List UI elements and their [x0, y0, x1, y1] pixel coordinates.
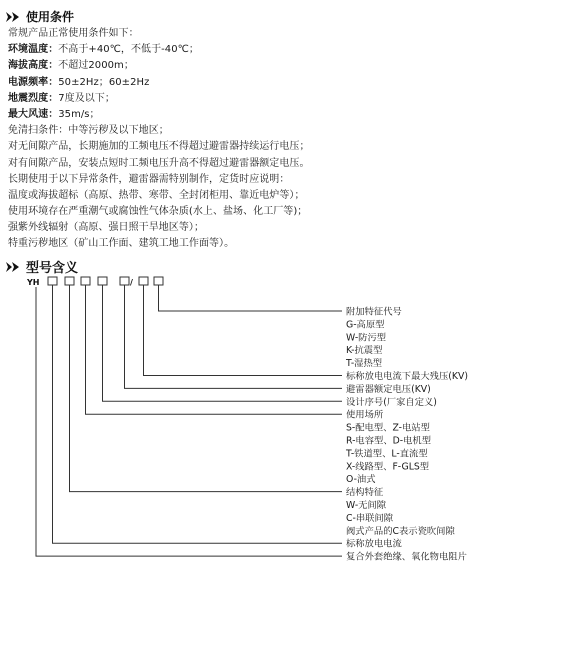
model-description-line: 附加特征代号 [346, 306, 402, 318]
condition-label: 地震烈度： [8, 92, 59, 104]
usage-condition-item [8, 75, 310, 91]
code-slot-box [98, 277, 107, 285]
model-separator: / [130, 278, 133, 287]
condition-text: 对无间隙产品，长期施加的工频电压不得超过避雷器持续运行电压； [8, 141, 310, 153]
usage-condition-item [8, 26, 310, 42]
model-description-line: 复合外套绝缘、氧化物电阻片 [346, 551, 467, 563]
condition-text: 不超过2000m； [58, 60, 134, 72]
model-description-line: W-无间隙 [346, 500, 387, 511]
usage-condition-item [8, 204, 310, 220]
condition-text: 特重污秽地区（矿山工作面、建筑工地工作面等）。 [8, 238, 235, 250]
usage-section-title [6, 8, 74, 25]
condition-text: 免清扫条件：中等污秽及以下地区； [8, 125, 169, 137]
usage-conditions-list [8, 26, 310, 253]
code-slot-box [48, 277, 57, 285]
usage-condition-item [8, 188, 310, 204]
usage-condition-item [8, 139, 310, 155]
code-slot-box [139, 277, 148, 285]
model-description-line: G-高原型 [346, 319, 385, 331]
usage-condition-item [8, 107, 310, 123]
model-connector-line [144, 285, 343, 376]
condition-text: 温度或海拔超标（高原、热带、寒带、全封闭柜用、靠近电炉等）； [8, 189, 305, 201]
condition-text: 常规产品正常使用条件如下： [8, 28, 139, 39]
condition-label: 电源频率： [8, 76, 59, 88]
model-description-line: K-抗震型 [346, 345, 383, 357]
model-description-line: S-配电型、Z-电站型 [346, 422, 430, 434]
model-connector-line [125, 285, 343, 388]
model-description-line: 避雷器额定电压(KV) [346, 383, 431, 395]
usage-title-text: 使用条件 [26, 10, 75, 24]
model-code-diagram [0, 270, 567, 580]
usage-condition-item [8, 91, 310, 107]
model-description-line: T-湿热型 [346, 358, 383, 370]
model-description-line: 阀式产品的C表示瓷吹间隙 [346, 525, 455, 537]
code-slot-box [120, 277, 129, 285]
model-prefix: YH [27, 278, 40, 287]
code-slot-box [81, 277, 90, 285]
model-description-line: C-串联间隙 [346, 512, 394, 524]
condition-text: 7度及以下； [58, 92, 115, 104]
model-description-line: 使用场所 [346, 409, 384, 421]
double-arrow-icon [6, 12, 23, 22]
condition-text: 不高于+40℃，不低于-40℃； [58, 44, 199, 56]
usage-condition-item [8, 58, 310, 74]
condition-text: 对有间隙产品，安装点短时工频电压升高不得超过避雷器额定电压。 [8, 157, 310, 169]
usage-condition-item [8, 42, 310, 58]
model-description-line: 标称放电电流 [346, 538, 402, 550]
model-connector-line [103, 285, 343, 401]
model-description-line: W-防污型 [346, 332, 387, 344]
condition-label: 环境温度： [8, 44, 59, 56]
condition-text: 35m/s； [58, 108, 100, 120]
model-connector-line [159, 285, 343, 311]
usage-condition-item [8, 220, 310, 236]
usage-condition-item [8, 123, 310, 139]
model-connector-line [36, 287, 342, 556]
condition-label: 最大风速： [8, 108, 59, 120]
model-description-line: T-铁道型、L-直流型 [346, 448, 428, 460]
model-title-text: 型号含义 [26, 261, 79, 276]
condition-text: 使用环境存在严重潮气或腐蚀性气体杂质(水上、盐场、化工厂等)； [8, 206, 308, 218]
model-description-line: R-电容型、D-电机型 [346, 435, 432, 447]
condition-label: 海拔高度： [8, 60, 59, 72]
model-description-line: O-油式 [346, 474, 376, 486]
condition-text: 强紫外线辐射（高原、强日照干旱地区等）； [8, 222, 204, 234]
model-description-line: 结构特征 [346, 487, 384, 499]
usage-condition-item [8, 172, 310, 188]
model-description-line: 标称放电电流下最大残压(KV) [346, 371, 468, 382]
model-description-line: 设计序号(厂家自定义) [346, 396, 437, 408]
code-slot-box [65, 277, 74, 285]
model-connector-line [86, 285, 343, 414]
condition-text: 50±2Hz；60±2Hz [58, 76, 150, 88]
usage-condition-item [8, 156, 310, 172]
condition-text: 长期使用于以下异常条件，避雷器需特别制作，定货时应说明： [8, 173, 290, 185]
usage-condition-item [8, 236, 310, 252]
model-description-line: X-线路型、F-GLS型 [346, 461, 430, 473]
code-slot-box [154, 277, 163, 285]
